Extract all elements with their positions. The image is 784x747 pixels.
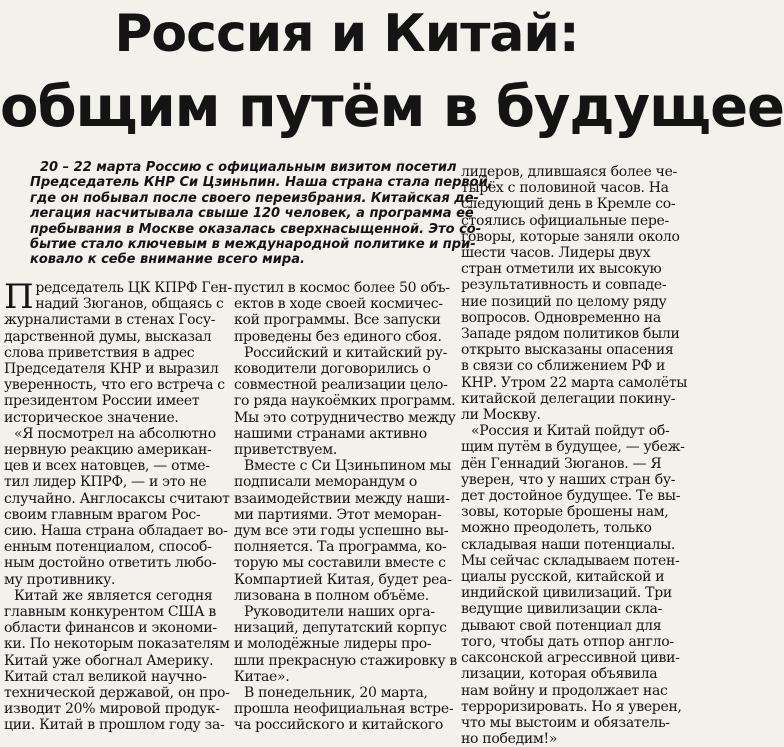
text-line: сию. Наша страна обладает во-: [4, 523, 228, 540]
text-line: Китай же является сегодня: [14, 587, 213, 604]
text-line: полняется. Та программа, ко-: [234, 539, 447, 556]
text-line: бытие стало ключевым в международной политике и при-: [30, 237, 476, 253]
text-line: шли прекрасную стажировку в: [234, 652, 458, 669]
text-line: результативность и совпаде-: [461, 277, 667, 294]
text-line: цев и всех натовцев, — отме-: [4, 458, 210, 475]
text-line: Мы сейчас складываем потен-: [461, 552, 680, 569]
text-line: стран отметили их высокую: [461, 261, 662, 278]
text-line: дет достойное будущее. Те вы-: [461, 488, 681, 505]
text-line: Китай уже обогнал Америку.: [4, 652, 214, 669]
text-line: редседатель ЦК КПРФ Ген-: [35, 280, 232, 296]
text-line: «Россия и Китай пойдут об-: [471, 423, 670, 440]
text-line: нашими странами активно: [234, 425, 427, 442]
text-line: легация насчитывала свыше 120 человек, а программа её: [30, 206, 474, 222]
article-column-3: [461, 164, 689, 747]
text-line: пребывания в Москве оказалась сверхнасыщенной. Это со-: [30, 221, 482, 237]
drop-cap: П: [4, 277, 34, 317]
text-line: лидеров, длившаяся более че-: [461, 164, 677, 180]
text-line: ки. По некоторым показателям: [4, 636, 230, 653]
text-line: взаимодействии между наши-: [234, 490, 450, 507]
text-line: дывают свой потенциал для: [461, 617, 662, 634]
text-line: где он побывал после своего переизбрания. Китайская де-: [30, 190, 479, 206]
text-line: слова приветствия в адрес: [4, 344, 195, 361]
text-line: области финансов и экономи-: [4, 620, 217, 637]
text-line: можно преодолеть, только: [461, 520, 652, 537]
text-line: Председателя КНР и выразил: [4, 361, 219, 378]
text-line: случайно. Англосаксы считают: [4, 490, 230, 507]
text-line: нервную реакцию американ-: [4, 442, 212, 459]
text-line: подписали меморандум о: [234, 474, 418, 491]
text-line: уверен, что у наших стран бу-: [461, 471, 676, 488]
text-line: терроризировать. Но я уверен,: [461, 698, 682, 715]
text-line: прошла неофициальная встре-: [234, 701, 454, 718]
text-line: Китае».: [234, 668, 290, 685]
text-line: шести часов. Лидеры двух: [461, 245, 651, 262]
headline-line-2: общим путём в будущее: [0, 75, 784, 140]
text-line: щим путём в будущее, — убеж-: [461, 439, 685, 456]
text-line: следующий день в Кремле со-: [461, 196, 676, 213]
text-line: саксонской агрессивной циви-: [461, 650, 680, 667]
text-line: китайской делегации покину-: [461, 390, 676, 407]
text-line: открыто высказаны опасения: [461, 342, 674, 359]
text-line: пустил в космос более 50 объ-: [234, 280, 450, 296]
text-line: лизации, которая объявила: [461, 666, 658, 683]
text-line: ектов в ходе своей космичес-: [234, 296, 443, 313]
text-line: ми партиями. Этот меморан-: [234, 506, 442, 523]
text-line: дён Геннадий Зюганов. — Я: [461, 455, 662, 472]
text-line: президентом России имеет: [4, 393, 200, 410]
text-line: циалы русской, китайской и: [461, 569, 665, 586]
article-column-1: [4, 277, 232, 734]
text-line: ние позиций по целому ряду: [461, 293, 667, 310]
text-line: му противнику.: [4, 571, 116, 588]
text-line: Вместе с Си Цзиньпином мы: [244, 458, 451, 475]
text-line: низаций, депутатский корпус: [234, 620, 447, 637]
text-line: надий Зюганов, общаясь с: [35, 296, 224, 313]
text-line: ным достойно ответить любо-: [4, 555, 217, 572]
text-line: енным потенциалом, способ-: [4, 539, 212, 556]
text-line: В понедельник, 20 марта,: [244, 685, 428, 702]
text-line: изводит 20% мировой продук-: [4, 701, 220, 718]
text-line: в связи со сближением РФ и: [461, 358, 665, 375]
text-line: «Я посмотрел на абсолютно: [14, 425, 216, 442]
text-line: Мы это сотрудничество между: [234, 409, 456, 426]
text-line: стоялись официальные пере-: [461, 212, 669, 229]
text-line: приветствуем.: [234, 442, 337, 459]
text-line: дарственной думы, высказал: [4, 328, 212, 345]
text-line: ководители договорились о: [234, 361, 431, 378]
text-line: технической державой, он про-: [4, 685, 230, 702]
text-line: 20 – 22 марта Россию с официальным визитом посетил: [40, 160, 457, 175]
text-line: Китай стал великой научно-: [4, 668, 207, 685]
text-line: ча российского и китайского: [234, 717, 443, 734]
text-line: нам войну и продолжает нас: [461, 682, 668, 699]
text-line: Руководители наших орга-: [244, 604, 435, 621]
text-line: ции. Китай в прошлом году за-: [4, 717, 225, 734]
text-line: лизована в полном объёме.: [234, 587, 429, 604]
text-line: и молодёжные лидеры про-: [234, 636, 432, 653]
text-line: индийской цивилизаций. Три: [461, 585, 672, 602]
text-line: кой программы. Все запуски: [234, 312, 441, 329]
text-line: своим главным врагом Рос-: [4, 506, 201, 523]
headline-line-1: Россия и Китай:: [114, 4, 579, 64]
text-line: журналистами в стенах Госу-: [4, 312, 216, 329]
text-line: Российский и китайский ру-: [244, 344, 448, 361]
text-line: тырёх с половиной часов. На: [461, 180, 669, 197]
text-line: того, чтобы дать отпор англо-: [461, 633, 674, 650]
text-line: ведущие цивилизации скла-: [461, 601, 663, 618]
text-line: проведены без единого сбоя.: [234, 328, 442, 345]
text-line: но победим!»: [461, 731, 558, 747]
text-line: торую мы составили вместе с: [234, 555, 446, 572]
text-line: ковало к себе внимание всего мира.: [30, 252, 305, 268]
text-line: тил лидер КПРФ, — и это не: [4, 474, 207, 491]
text-line: Председатель КНР Си Цзиньпин. Наша страна стала первой,: [30, 175, 493, 191]
text-line: совместной реализации цело-: [234, 377, 448, 394]
text-line: говоры, которые заняли около: [461, 228, 680, 245]
text-line: уверенность, что его встреча с: [4, 377, 225, 394]
text-line: дум все эти годы успешно вы-: [234, 523, 449, 540]
text-line: го ряда наукоёмких программ.: [234, 393, 456, 410]
text-line: вопросов. Одновременно на: [461, 309, 661, 326]
text-line: складывая наши потенциалы.: [461, 536, 676, 553]
text-line: Компартией Китая, будет реа-: [234, 571, 452, 588]
article-column-2: [234, 280, 458, 734]
text-line: главным конкурентом США в: [4, 604, 216, 621]
text-line: историческое значение.: [4, 409, 179, 426]
text-line: ли Москву.: [461, 407, 541, 424]
text-line: КНР. Утром 22 марта самолёты: [461, 374, 688, 391]
lead-paragraph: [30, 160, 493, 268]
text-line: зовы, которые брошены нам,: [461, 504, 669, 521]
text-line: Западе рядом политиков были: [461, 326, 680, 343]
text-line: что мы выстоим и обязатель-: [461, 714, 670, 731]
